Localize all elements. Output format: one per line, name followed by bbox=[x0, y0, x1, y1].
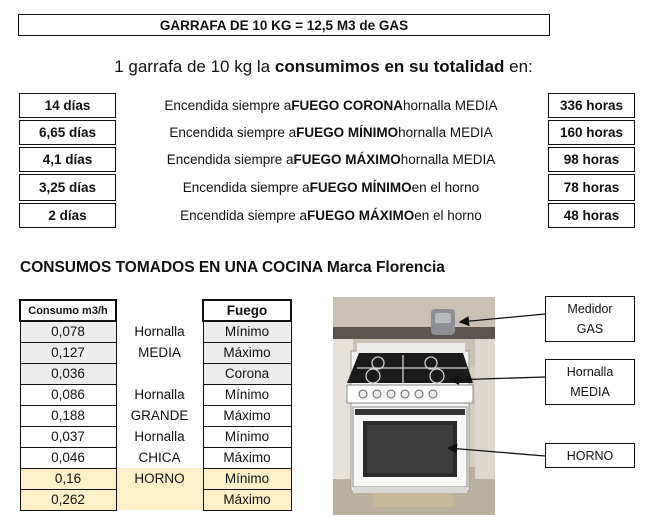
desc-post: hornalla MEDIA bbox=[400, 152, 496, 167]
desc-bold: FUEGO CORONA bbox=[291, 98, 404, 113]
desc-pre: Encendida siempre a bbox=[166, 152, 294, 167]
subtitle-bold: consumimos en su totalidad bbox=[274, 57, 505, 76]
consumo-cell: 0,16 bbox=[20, 468, 116, 489]
desc-bold: FUEGO MÁXIMO bbox=[293, 152, 401, 167]
hours-text: 98 horas bbox=[563, 152, 620, 167]
fuego-cell: Mínimo bbox=[203, 321, 291, 342]
header-title-text: GARRAFA DE 10 KG = 12,5 M3 de GAS bbox=[159, 17, 409, 33]
desc-pre: Encendida siempre a bbox=[164, 98, 292, 113]
days-text: 4,1 días bbox=[42, 152, 93, 167]
fuego-cell: Máximo bbox=[203, 489, 291, 510]
days-text: 2 días bbox=[48, 208, 87, 223]
desc-bold: FUEGO MÁXIMO bbox=[307, 208, 415, 223]
fuego-cell: Corona bbox=[203, 363, 291, 384]
burner-cell: Hornalla bbox=[134, 429, 185, 444]
label-hornalla-line2: MEDIA bbox=[570, 385, 610, 399]
desc-pre: Encendida siempre a bbox=[180, 208, 307, 223]
consumo-cell: 0,037 bbox=[20, 426, 116, 447]
desc-post: hornalla MEDIA bbox=[398, 125, 493, 140]
consumo-cell: 0,127 bbox=[20, 342, 116, 363]
subtitle-post: en: bbox=[504, 57, 533, 76]
desc-pre: Encendida siempre a bbox=[169, 125, 297, 140]
label-medidor-line2: GAS bbox=[576, 322, 604, 336]
hours-text: 48 horas bbox=[563, 208, 620, 223]
arrow-horno bbox=[448, 448, 545, 456]
burner-cell: HORNO bbox=[116, 468, 203, 489]
fuego-cell: Mínimo bbox=[203, 468, 291, 489]
consumo-cell: 0,036 bbox=[20, 363, 116, 384]
arrow-hornalla bbox=[450, 377, 545, 380]
desc-pre: Encendida siempre a bbox=[182, 180, 310, 195]
desc-post: hornalla MEDIA bbox=[403, 98, 498, 113]
header-fuego: Fuego bbox=[203, 300, 291, 321]
desc-post: en el horno bbox=[411, 180, 480, 195]
consumo-cell: 0,078 bbox=[20, 321, 116, 342]
fuego-cell: Mínimo bbox=[203, 384, 291, 405]
hours-text: 160 horas bbox=[559, 125, 624, 140]
burner-cell: Hornalla bbox=[134, 324, 185, 339]
desc-post: en el horno bbox=[414, 208, 482, 223]
fuego-cell: Mínimo bbox=[203, 426, 291, 447]
label-hornalla-line1: Hornalla bbox=[566, 365, 614, 379]
burner-cell: Hornalla bbox=[134, 387, 185, 402]
desc-bold: FUEGO MÍNIMO bbox=[309, 180, 412, 195]
arrow-medidor bbox=[460, 314, 545, 322]
consumo-cell: 0,262 bbox=[20, 489, 116, 510]
subtitle-pre: 1 garrafa de 10 kg la bbox=[114, 57, 275, 76]
burner-cell: MEDIA bbox=[138, 345, 181, 360]
days-text: 6,65 días bbox=[38, 125, 97, 140]
consumo-cell: 0,188 bbox=[20, 405, 116, 426]
section-title: CONSUMOS TOMADOS EN UNA COCINA Marca Florencia bbox=[20, 259, 445, 276]
consumo-cell: 0,046 bbox=[20, 447, 116, 468]
consumo-cell: 0,086 bbox=[20, 384, 116, 405]
label-medidor-line1: Medidor bbox=[567, 302, 613, 316]
label-horno-text: HORNO bbox=[566, 448, 614, 463]
fuego-cell: Máximo bbox=[203, 405, 291, 426]
hours-text: 336 horas bbox=[559, 98, 624, 113]
burner-cell: CHICA bbox=[138, 450, 181, 465]
desc-bold: FUEGO MÍNIMO bbox=[296, 125, 399, 140]
header-consumo: Consumo m3/h bbox=[20, 300, 116, 321]
days-text: 14 días bbox=[44, 98, 91, 113]
burner-cell: GRANDE bbox=[130, 408, 189, 423]
days-text: 3,25 días bbox=[38, 180, 97, 195]
hours-text: 78 horas bbox=[563, 180, 620, 195]
fuego-cell: Máximo bbox=[203, 447, 291, 468]
fuego-cell: Máximo bbox=[203, 342, 291, 363]
